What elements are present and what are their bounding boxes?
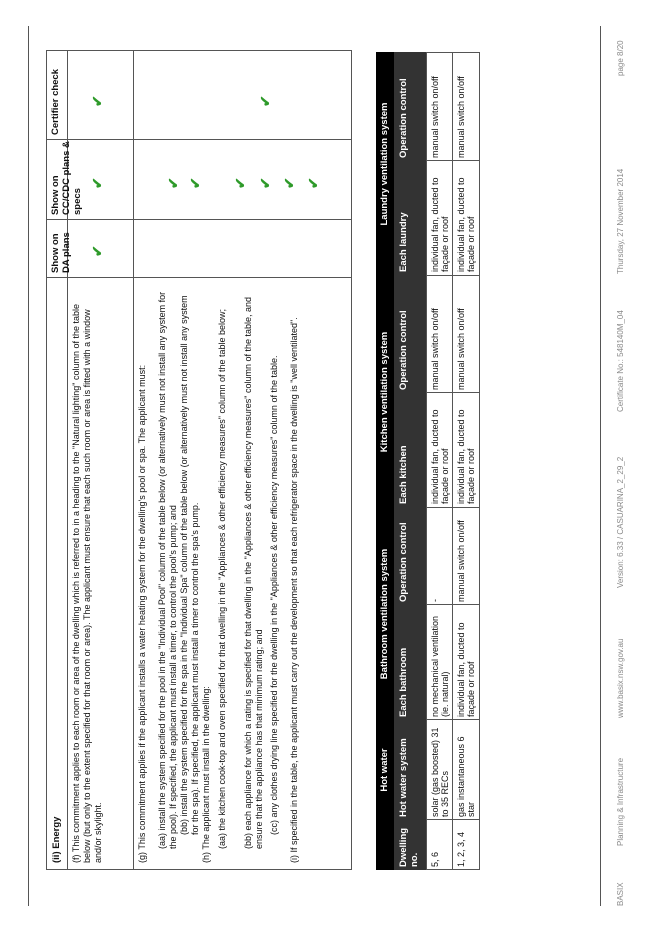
check-icon: ✔ <box>305 177 321 189</box>
footer-basix: BASIX <box>616 882 625 906</box>
cell-divider <box>427 819 479 820</box>
energy-commitments-table <box>46 50 352 870</box>
col-divider-cc <box>47 219 351 220</box>
commitment-i-text: (i) If specified in the table, the applicant must carry out the development so that each refrigerator space in the dwelling is "well ventilated". <box>289 317 299 863</box>
footer-certificate: Certificate No.: 548140M_04 <box>616 310 625 412</box>
commitment-h-aa: (aa) the kitchen cook-top and oven specified for that dwelling in the "Appliances & other efficiency measures" column of the table below; <box>217 308 227 849</box>
commitment-g-bb: (bb) install the system specified for the spa in the "Individual Spa" column of the table below (or alternatively must not install any system for the spa). If specified, the applicant must install a timer to control the spa's pump. <box>179 295 200 835</box>
col-dwelling: Dwelling no. <box>398 827 420 867</box>
col-divider-cert <box>47 139 351 140</box>
col-hot-water-system: Hot water system <box>398 738 409 817</box>
bottom-border <box>600 26 601 906</box>
cell-divider <box>427 275 479 276</box>
group-bathroom: Bathroom ventilation system <box>379 548 390 680</box>
footer-version: Version: 6.33 / CASUARINA_2_29_2 <box>616 456 625 588</box>
row-2-kitchen: individual fan, ducted to façade or roof <box>456 409 476 504</box>
check-icon: ✔ <box>187 177 203 189</box>
commitment-f-text: (f) This commitment applies to each room or area of the dwelling which is referred to in a heading to the "Natural lighting" column of the table below (but only to the extent specified for that room or area). The applicant must ensure that each such room or area is fitted with a window and/or skylight. <box>71 303 103 863</box>
row-2-bath-op: manual switch on/off <box>456 520 466 602</box>
col-each-kitchen: Each kitchen <box>398 445 409 504</box>
ventilation-table <box>376 52 518 870</box>
footer-url: www.basix.nsw.gov.au <box>616 638 625 718</box>
col-each-bathroom: Each bathroom <box>398 647 409 717</box>
row-2-dwelling: 1, 2, 3, 4 <box>456 831 466 867</box>
row-divider <box>452 53 453 869</box>
cell-divider <box>427 160 479 161</box>
col-kitchen-op: Operation control <box>398 310 409 390</box>
footer-org: Planning & Infrastructure <box>616 757 625 846</box>
col-header-cc: Show on CC/CDC plans & specs <box>50 141 83 215</box>
check-icon: ✔ <box>257 177 273 189</box>
top-border <box>28 26 29 906</box>
row-2-hot-water: gas instantaneous 6 star <box>456 736 476 817</box>
row-1-bath-op: - <box>430 599 440 602</box>
row-2-bathroom: individual fan, ducted to façade or roof <box>456 622 476 717</box>
row-1-laundry-op: manual switch on/off <box>430 76 440 158</box>
commitment-h-text: (h) The applicant must install in the dwelling: <box>201 686 211 863</box>
check-icon: ✔ <box>89 95 105 107</box>
row-2-kitchen-op: manual switch on/off <box>456 308 466 390</box>
col-divider-da <box>47 277 351 278</box>
col-bath-op: Operation control <box>398 522 409 602</box>
commitment-g-aa: (aa) install the system specified for the pool in the "Individual Pool" column of the table below (or alternatively must not install any system for the pool). If specified, the applicant must install a timer, to control the pool's pump; and <box>157 291 178 849</box>
check-icon: ✔ <box>165 177 181 189</box>
cell-divider <box>427 604 479 605</box>
row-1-kitchen: individual fan, ducted to façade or roof <box>430 409 450 504</box>
row-1-bathroom: no mechanical ventilation (ie. natural) <box>430 615 450 717</box>
commitment-h-cc: (cc) any clothes drying line specified for the dwelling in the "Appliances & other efficiency measures" column of the table. <box>269 355 279 835</box>
commitment-g-text: (g) This commitment applies if the applicant installs a water heating system for the dwelling's pool or spa. The applicant must: <box>137 364 147 863</box>
footer-page: page 8/20 <box>616 40 625 76</box>
cell-divider <box>427 719 479 720</box>
row-1-dwelling: 5, 6 <box>430 851 440 867</box>
col-header-da: Show on DA plans <box>50 232 72 273</box>
check-icon: ✔ <box>89 177 105 189</box>
energy-heading: (ii) Energy <box>51 816 62 863</box>
check-icon: ✔ <box>281 177 297 189</box>
check-icon: ✔ <box>89 245 105 257</box>
group-hot-water: Hot water <box>379 748 390 792</box>
row-1-laundry: individual fan, ducted to façade or roof <box>430 177 450 272</box>
col-header-cert: Certifier check <box>50 68 61 135</box>
commitment-h-bb: (bb) each appliance for which a rating is specified for that dwelling in the "Appliances & other efficiency measures" column of the table, and ensure that the appliance has that minimum rating; and <box>243 296 264 849</box>
group-kitchen: Kitchen ventilation system <box>379 331 390 453</box>
row-1-kitchen-op: manual switch on/off <box>430 308 440 390</box>
col-laundry-op: Operation control <box>398 78 409 158</box>
cell-divider <box>427 392 479 393</box>
row-2-laundry-op: manual switch on/off <box>456 76 466 158</box>
row-divider-f <box>133 51 134 869</box>
check-icon: ✔ <box>257 95 273 107</box>
group-laundry: Laundry ventilation system <box>379 102 390 226</box>
cell-divider <box>427 507 479 508</box>
row-1-hot-water: solar (gas boosted) 31 to 35 RECs <box>430 727 450 817</box>
row-2-laundry: individual fan, ducted to façade or roof <box>456 177 476 272</box>
footer-date: Thursday, 27 November 2014 <box>616 168 625 274</box>
check-icon: ✔ <box>232 177 248 189</box>
col-each-laundry: Each laundry <box>398 212 409 272</box>
